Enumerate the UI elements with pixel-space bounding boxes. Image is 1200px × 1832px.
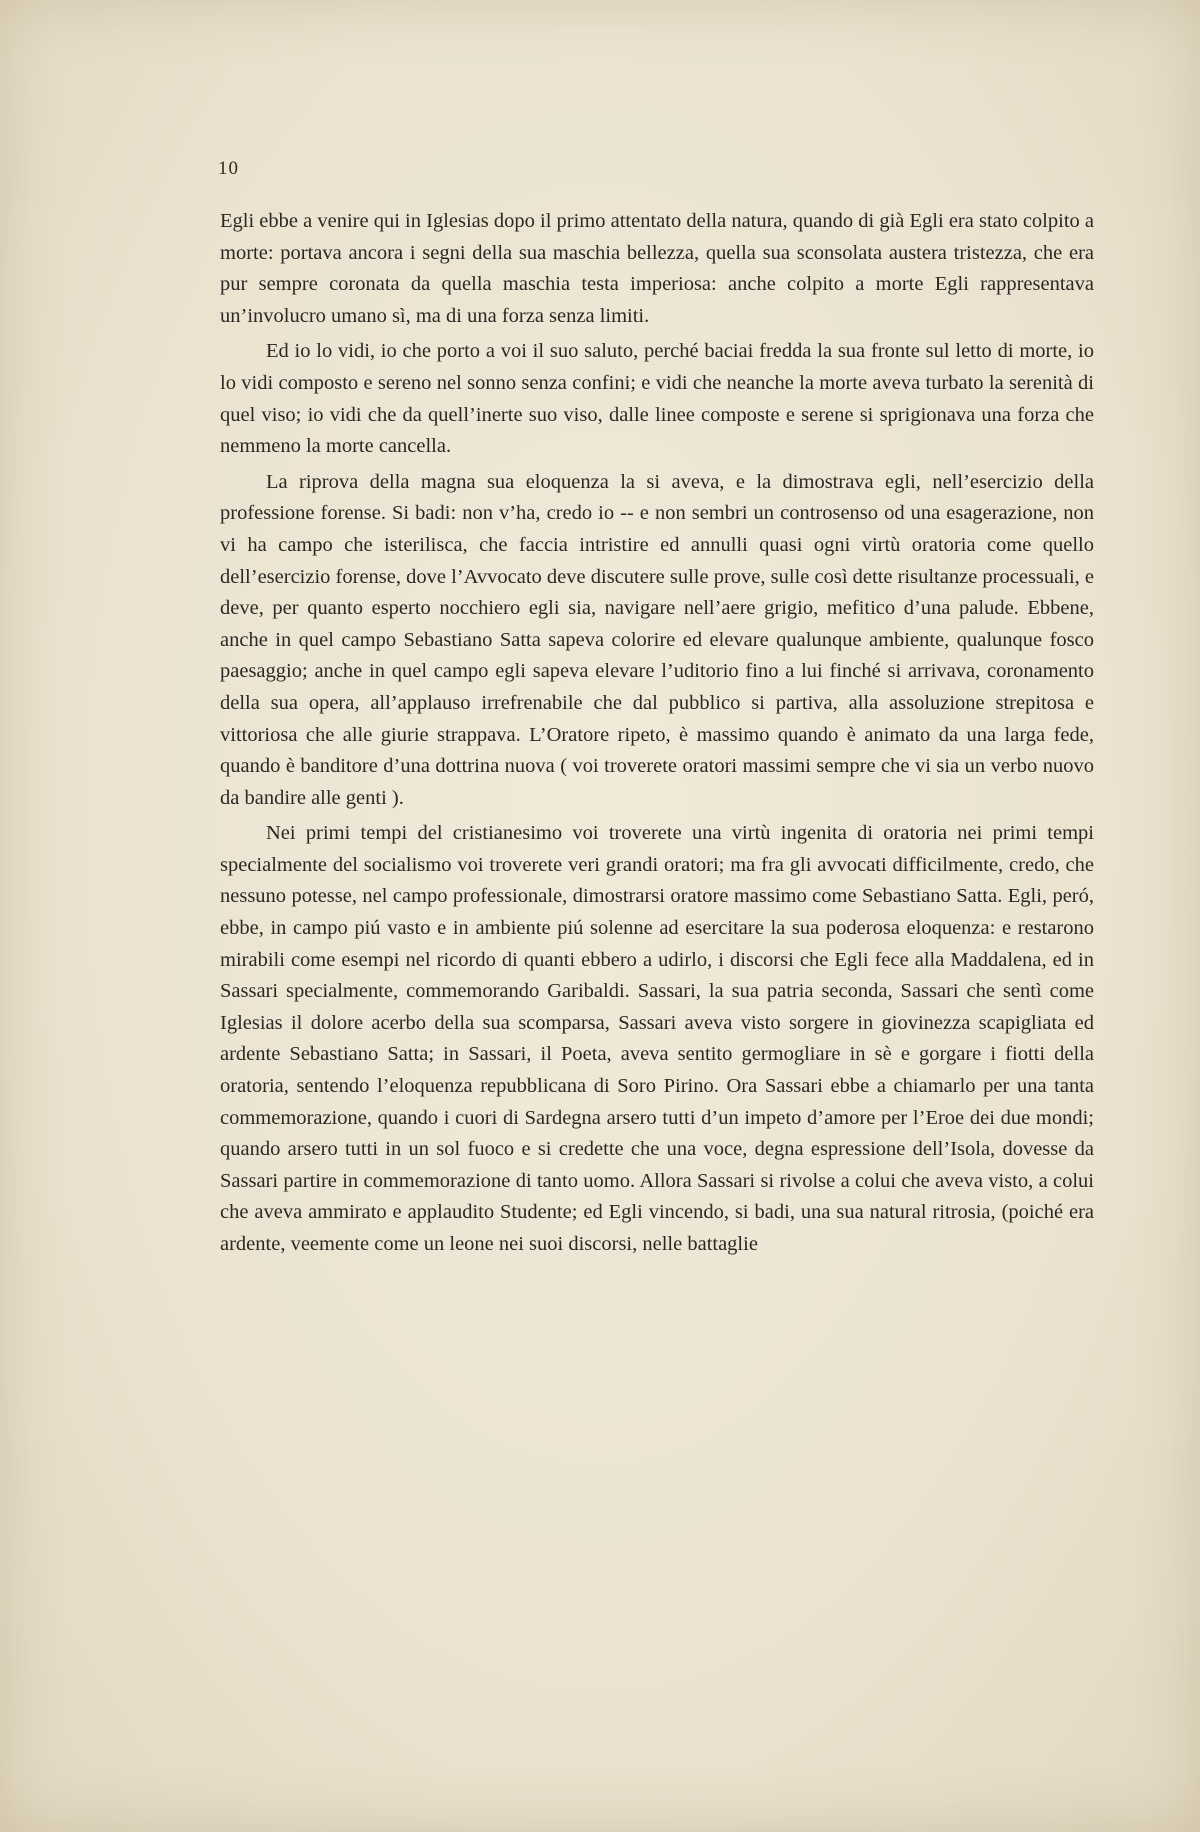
page-number: 10 (218, 158, 239, 179)
paragraph-3: La riprova della magna sua eloquenza la si aveva, e la dimostrava egli, nell’esercizio della professione forense. Si badi: non v’ha, credo io -- e non sembri un controsenso od una esagerazione, non vi ha campo che isterilisca, che faccia intristire ed annulli quasi ogni virtù oratoria come quello dell’esercizio forense, dove l’Avvocato deve discutere sulle prove, sulle così dette risultanze processuali, e deve, per quanto esperto nocchiero egli sia, navigare nell’aere grigio, mefitico d’una palude. Ebbene, anche in quel campo Sebastiano Satta sapeva colorire ed elevare qualunque ambiente, qualunque fosco paesaggio; anche in quel campo egli sapeva elevare l’uditorio fino a lui finché si arrivava, coronamento della sua opera, all’applauso irrefrenabile che dal pubblico si partiva, alla assoluzione strepitosa e vittoriosa che alle giurie strappava. L’Oratore ripeto, è massimo quando è animato da una larga fede, quando è banditore d’una dottrina nuova ( voi troverete oratori massimi sempre che vi sia un verbo nuovo da bandire alle genti ). (220, 470, 1094, 809)
body-text (220, 206, 1094, 1265)
paragraph-2: Ed io lo vidi, io che porto a voi il suo saluto, perché baciai fredda la sua fronte sul letto di morte, io lo vidi composto e sereno nel sonno senza confini; e vidi che neanche la morte aveva turbato la serenità di quel viso; io vidi che da quell’inerte suo viso, dalle linee composte e serene si sprigionava una forza che nemmeno la morte cancella. (220, 340, 1094, 458)
paragraph-4: Nei primi tempi del cristianesimo voi troverete una virtù ingenita di oratoria nei primi tempi specialmente del socialismo voi troverete veri grandi oratori; ma fra gli avvocati difficilmente, credo, che nessuno potesse, nel campo professionale, dimostrarsi oratore massimo come Sebastiano Satta. Egli, peró, ebbe, in campo piú vasto e in ambiente piú solenne ad esercitare la sua poderosa eloquenza: e restarono mirabili come esempi nel ricordo di quanti ebbero a udirlo, i discorsi che Egli fece alla Maddalena, ed in Sassari specialmente, commemorando Garibaldi. Sassari, la sua patria seconda, Sassari che sentì come Iglesias il dolore acerbo della sua scomparsa, Sassari aveva visto sorgere in giovinezza scapigliata ed ardente Sebastiano Satta; in Sassari, il Poeta, aveva sentito germogliare in sè e gorgare i fiotti della oratoria, sentendo l’eloquenza repubblicana di Soro Pirino. Ora Sassari ebbe a chiamarlo per una tanta commemorazione, quando i cuori di Sardegna arsero tutti d’un impeto d’amore per l’Eroe dei due mondi; quando arsero tutti in un sol fuoco e si credette che una voce, degna espressione dell’Isola, dovesse da Sassari partire in commemorazione di tanto uomo. Allora Sassari si rivolse a colui che aveva visto, a colui che aveva ammirato e applaudito Studente; ed Egli vincendo, si badi, una sua natural ritrosia, (poiché era ardente, veemente come un leone nei suoi discorsi, nelle battaglie (220, 822, 1094, 1255)
paragraph-1: Egli ebbe a venire qui in Iglesias dopo il primo attentato della natura, quando di già Egli era stato colpito a morte: portava ancora i segni della sua maschia bellezza, quella sua sconsolata austera tristezza, che era pur sempre coronata da quella maschia testa imperiosa: anche colpito a morte Egli rappresentava un’involucro umano sì, ma di una forza senza limiti. (220, 210, 1094, 327)
